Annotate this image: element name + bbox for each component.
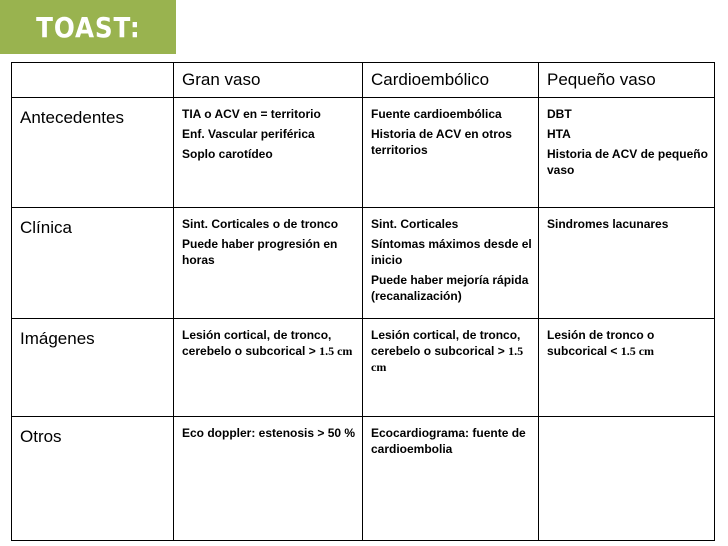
table-row [12, 98, 715, 208]
cell-line: Sint. Corticales [371, 217, 459, 231]
cell-line: Síntomas máximos desde el inicio [371, 237, 532, 267]
cell-clinica-cardioembolico [363, 208, 539, 319]
slide-title: TOAST: [35, 10, 141, 44]
cell-imagenes-pequeno-vaso [539, 319, 715, 417]
header-corner-cell [12, 63, 174, 98]
cell-imagenes-gran-vaso [174, 319, 363, 417]
cell-line: Fuente cardioembólica [371, 107, 502, 121]
cell-line: Ecocardiograma: fuente de cardioembolia [371, 426, 526, 456]
cell-line: Historia de ACV de pequeño vaso [547, 147, 708, 177]
header-cardioembolico: Cardioembólico [363, 63, 539, 98]
table-row [12, 417, 715, 541]
cell-line: Puede haber mejoría rápida (recanalización) [371, 273, 529, 303]
row-label-imagenes: Imágenes [12, 319, 174, 417]
table-row [12, 208, 715, 319]
cell-line: TIA o ACV en = territorio [182, 107, 321, 121]
cell-antecedentes-gran-vaso [174, 98, 363, 208]
header-pequeno-vaso: Pequeño vaso [539, 63, 715, 98]
row-label-antecedentes: Antecedentes [12, 98, 174, 208]
cell-line [371, 327, 532, 375]
cell-antecedentes-pequeno-vaso [539, 98, 715, 208]
header-row [12, 63, 715, 98]
cell-line [547, 327, 708, 359]
cell-line: Sindromes lacunares [547, 217, 669, 231]
cell-clinica-pequeno-vaso [539, 208, 715, 319]
cell-line: Eco doppler: estenosis > 50 % [182, 426, 356, 440]
cell-text: Lesión cortical, de tronco, cerebelo o subcorical > [371, 328, 521, 358]
table-row [12, 319, 715, 417]
cell-line: HTA [547, 127, 571, 141]
row-label-clinica: Clínica [12, 208, 174, 319]
header-gran-vaso: Gran vaso [174, 63, 363, 98]
cell-text: Lesión cortical, de tronco, cerebelo o subcorical > [182, 328, 332, 358]
cell-otros-gran-vaso [174, 417, 363, 541]
cell-line: Soplo carotídeo [182, 147, 273, 161]
title-badge [0, 0, 176, 54]
cell-otros-cardioembolico [363, 417, 539, 541]
cell-line: Historia de ACV en otros territorios [371, 127, 512, 157]
size-threshold: 1.5 cm [620, 344, 655, 358]
size-threshold: 1.5 cm [319, 344, 353, 358]
toast-table [11, 62, 715, 541]
cell-antecedentes-cardioembolico [363, 98, 539, 208]
cell-clinica-gran-vaso [174, 208, 363, 319]
cell-imagenes-cardioembolico [363, 319, 539, 417]
row-label-otros: Otros [12, 417, 174, 541]
cell-line: Sint. Corticales o de tronco [182, 217, 339, 231]
cell-otros-pequeno-vaso [539, 417, 715, 541]
cell-line: Puede haber progresión en horas [182, 237, 338, 267]
cell-line: DBT [547, 107, 572, 121]
cell-line [182, 327, 356, 359]
size-threshold: 1.5 cm [371, 344, 524, 374]
cell-text: Lesión de tronco o subcorical < [547, 328, 655, 358]
cell-line: Enf. Vascular periférica [182, 127, 315, 141]
